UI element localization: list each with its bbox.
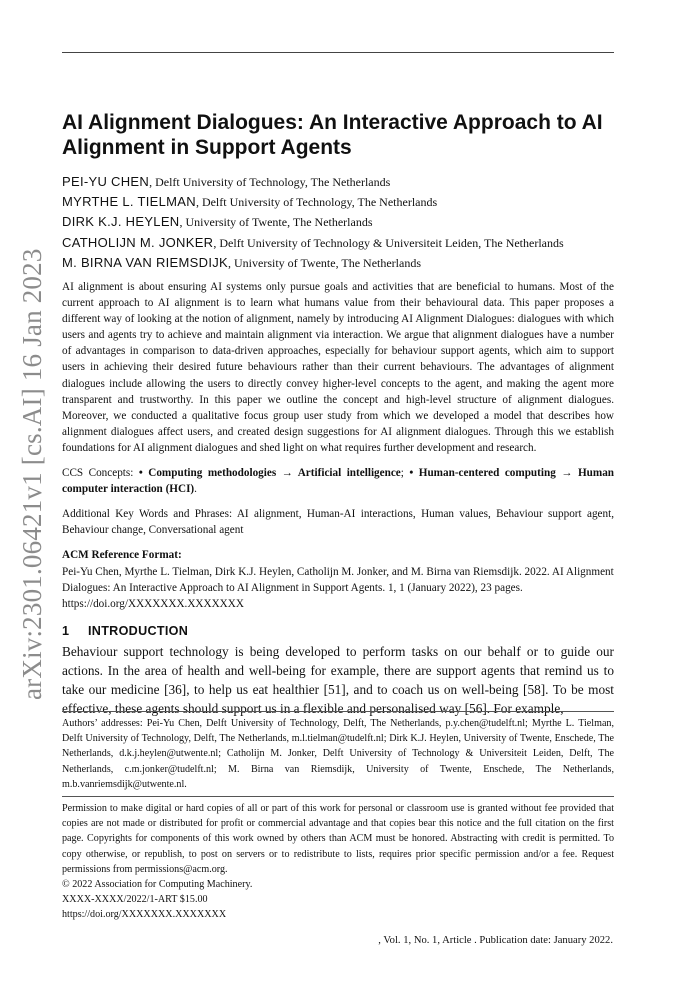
reference-format-text: Pei-Yu Chen, Myrthe L. Tielman, Dirk K.J. Heylen, Catholijn M. Jonker, and M. Birna van Riemsdijk. 2022. AI Alignment Dialogues: An Interactive Approach to AI Alignment in Support Agents. 1, 1 (January 2022), 23 pages. https://doi.org/XXXXXXX.XXXXXXX [62, 565, 614, 610]
authors-addresses-text: Authors’ addresses: Pei-Yu Chen, Delft University of Technology, Delft, The Netherlands, p.y.chen@tudelft.nl; Myrthe L. Tielman, Delft University of Technology, Delft, The Netherlands, m.l.tielman@tudelft.nl; Dirk K.J. Heylen, University of Twente, Enschede, The Netherlands, d.k.j.heylen@utwente.nl; Catholijn M. Jonker, Delft University of Technology & Universiteit Leiden, Delft, The Netherlands, c.m.jonker@tudelft.nl; M. Birna van Riemsdijk, University of Twente, Enschede, The Netherlands, m.b.vanriemsdijk@utwente.nl. [62, 718, 614, 790]
author-name: CATHOLIJN M. JONKER [62, 234, 214, 250]
paper-front-matter [62, 110, 614, 718]
section-heading [62, 622, 614, 640]
ccs-separator: ; [400, 467, 410, 480]
author-affiliation: , Delft University of Technology, The Netherlands [195, 195, 438, 210]
author-name: M. BIRNA VAN RIEMSDIJK [62, 254, 228, 270]
keywords-text: AI alignment, Human-AI interactions, Human values, Behaviour support agent, Behaviour change, Conversational agent [62, 508, 615, 537]
section-number: 1 [62, 623, 70, 638]
author-affiliation: , University of Twente, The Netherlands [179, 215, 373, 230]
introduction-paragraph: Behaviour support technology is being developed to perform tasks on our behalf or to guide our actions. In the area of health and well-being for example, there are support agents that remind us to take our medicine [36], to help us eat healthier [51], and to coach us on well-being [58]. To be most effective, these agents should support us in a flexible and personalised way [56]. For example, [62, 643, 614, 716]
arxiv-identifier: arXiv:2301.06421v1 [cs.AI] 16 Jan 2023 [17, 248, 47, 700]
permission-text: Permission to make digital or hard copies of all or part of this work for personal or classroom use is granted without fee provided that copies are not made or distributed for profit or commercial advantage and that copies bear this notice and the full citation on the first page. Copyrights for components of this work owned by others than ACM must be honored. Abstracting with credit is permitted. To copy otherwise, or republish, to post on servers or to redistribute to lists, requires prior specific permission and/or a fee. Request permissions from permissions@acm.org. [62, 803, 614, 875]
header-rule [62, 52, 614, 53]
abstract: AI alignment is about ensuring AI systems only pursue goals and activities that are beneficial to humans. Most of the current approach to AI alignment is to learn what humans value from their behavioural data. This paper proposes a different way of looking at the notion of alignment, namely by introducing AI Alignment Dialogues: dialogues with which users and agents try to achieve and maintain alignment via interaction. We argue that alignment dialogues have a number of advantages in comparison to data-driven approaches, especially for behaviour support agents, which aim to support users in achieving their desired future behaviours rather than their current behaviours. The advantages of alignment dialogues include allowing the users to directly convey higher-level concepts to the agent, and making the agent more transparent and trustworthy. In this paper we outline the concept and high-level structure of alignment dialogues. Moreover, we conducted a qualitative focus group user study from which we developed a model that describes how alignment dialogues affect users, and created design suggestions for AI alignment dialogues. Through this we establish foundations for AI alignment dialogues and shed light on what requires further development and research. [62, 281, 614, 454]
section-title: INTRODUCTION [88, 623, 189, 638]
ccs-prefix: CCS Concepts: [62, 467, 139, 480]
addresses-rule [62, 711, 614, 712]
author-affiliation: , Delft University of Technology & Universiteit Leiden, The Netherlands [213, 235, 564, 250]
author-entry [62, 172, 614, 192]
keywords [62, 506, 614, 538]
ccs-concept-1: • Computing methodologies → Artificial intelligence [138, 467, 401, 480]
reference-format-heading: ACM Reference Format: [62, 549, 182, 562]
copyright-line: © 2022 Association for Computing Machinery. [62, 879, 253, 891]
author-affiliation: , University of Twente, The Netherlands [228, 255, 422, 270]
author-entry [62, 253, 614, 273]
page-footer: , Vol. 1, No. 1, Article . Publication date: January 2022. [378, 935, 613, 946]
author-name: PEI-YU CHEN [62, 174, 150, 189]
issn-line: XXXX-XXXX/2022/1-ART $15.00 [62, 894, 208, 906]
author-name: DIRK K.J. HEYLEN [62, 214, 180, 230]
keywords-label: Additional Key Words and Phrases: [62, 508, 237, 521]
ccs-concept-2: • Human-centered computing → Human computer interaction (HCI) [62, 467, 615, 496]
author-entry [62, 192, 614, 212]
ccs-suffix: . [194, 483, 197, 496]
doi-line: https://doi.org/XXXXXXX.XXXXXXX [62, 909, 227, 921]
permission-notice [62, 801, 614, 923]
permission-rule [62, 796, 614, 797]
author-list [62, 172, 614, 273]
author-affiliation: , Delft University of Technology, The Netherlands [149, 175, 391, 189]
ccs-concepts [62, 465, 614, 497]
paper-title: AI Alignment Dialogues: An Interactive Approach to AI Alignment in Support Agents [62, 111, 603, 159]
author-entry [62, 233, 614, 253]
author-name: MYRTHE L. TIELMAN [62, 194, 196, 210]
authors-addresses [62, 716, 614, 792]
author-entry [62, 212, 614, 232]
